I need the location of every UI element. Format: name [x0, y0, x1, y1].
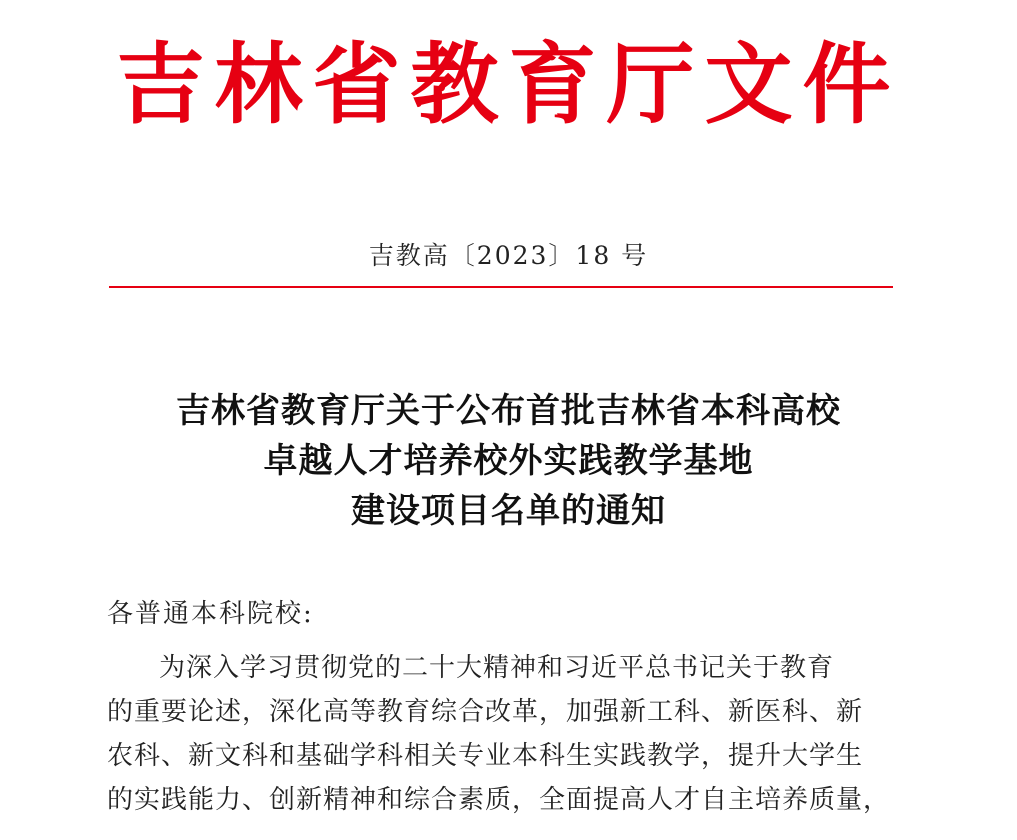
body-line-4: 的实践能力、创新精神和综合素质，全面提高人才自主培养质量， — [107, 785, 891, 815]
title-line-1: 吉林省教育厅关于公布首批吉林省本科高校 — [176, 391, 841, 431]
title-line-3: 建设项目名单的通知 — [351, 491, 666, 531]
title-line-2: 卓越人才培养校外实践教学基地 — [263, 441, 754, 481]
body-paragraph — [107, 646, 897, 822]
body-line-2: 的重要论述，深化高等教育综合改革，加强新工科、新医科、新 — [107, 697, 864, 727]
document-masthead: 吉林省教育厅文件 — [116, 33, 901, 136]
body-line-3: 农科、新文科和基础学科相关专业本科生实践教学，提升大学生 — [107, 741, 864, 771]
document-number: 吉教高〔2023〕18 号 — [368, 241, 649, 270]
salutation: 各普通本科院校: — [107, 599, 314, 629]
red-divider-line — [109, 286, 893, 288]
document-title — [60, 386, 957, 536]
body-line-1: 为深入学习贯彻党的二十大精神和习近平总书记关于教育 — [159, 653, 835, 683]
